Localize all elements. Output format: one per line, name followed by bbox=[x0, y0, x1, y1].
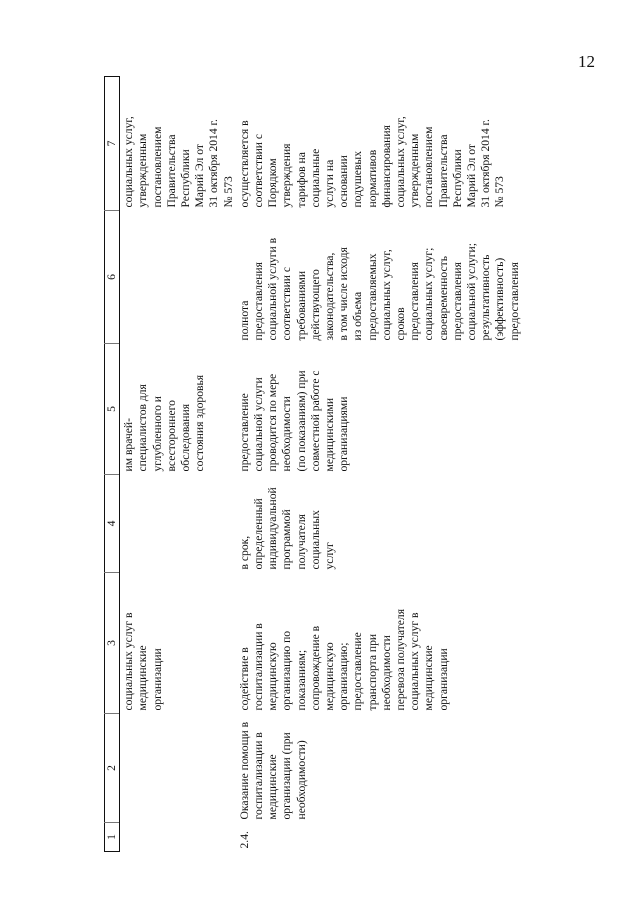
payment-terms-cell: социальных услуг, утвержденным постановлением Правительства Республики Марий Эл от 31 октября 2014 г. № 573 bbox=[122, 116, 235, 208]
service-conditions-cell: им врачей- специалистов для углубленного и всестороннего обследования состояния здоровья bbox=[122, 374, 207, 472]
service-conditions-cell: предоставление социальной услуги проводится по мере необходимости (по показаниям) при совместной работе с медицинскими организациями bbox=[237, 370, 351, 472]
column-number: 3 bbox=[105, 573, 120, 714]
column-number: 2 bbox=[105, 714, 120, 823]
service-term-cell: в срок, определенный индивидуальной программой получателя социальных услуг bbox=[237, 487, 337, 570]
service-name-cell bbox=[120, 714, 236, 823]
service-content-cell: социальных услуг в медицинские организации bbox=[122, 612, 164, 711]
quality-indicators-cell bbox=[120, 211, 236, 344]
column-number: 7 bbox=[105, 77, 120, 211]
column-number: 4 bbox=[105, 475, 120, 573]
service-term-cell bbox=[120, 475, 236, 573]
quality-indicators-cell: полнота предоставления социальной услуги в соответствии с требованиями действующего законодательства, в том числе исходя из объема предоставляемых социальных услуг, сроков предоставления социальных услуг; своевременность предоставления социальной услуги; результативность (эффективность) предоставления bbox=[237, 237, 521, 341]
table-row bbox=[120, 77, 236, 852]
column-number: 1 bbox=[105, 823, 120, 852]
table-row bbox=[236, 77, 568, 852]
service-name-cell: Оказание помощи в госпитализации в медицинские организации (при необходимости) bbox=[237, 721, 308, 820]
column-number: 5 bbox=[105, 344, 120, 475]
column-number: 6 bbox=[105, 211, 120, 344]
rotated-table-container bbox=[104, 84, 618, 852]
payment-terms-cell: осуществляется в соответствии с Порядком утверждения тарифов на социальные услуги на основании подушевых нормативов финансирования социальных услуг, утвержденным постановлением Правительства Республики Марий Эл от 31 октября 2014 г. № 573 bbox=[237, 116, 507, 208]
row-number-cell: 2.4. bbox=[237, 831, 251, 849]
page-number: 12 bbox=[578, 52, 595, 71]
row-number-cell bbox=[120, 823, 236, 852]
column-number-row bbox=[105, 77, 120, 852]
services-table bbox=[104, 76, 568, 852]
service-content-cell: содействие в госпитализации в медицинскую организацию по показаниям; сопровождение в медицинскую организацию; предоставление транспорта при необходимости перевоза получателя социальных услуг в медицинские организации bbox=[237, 608, 450, 711]
